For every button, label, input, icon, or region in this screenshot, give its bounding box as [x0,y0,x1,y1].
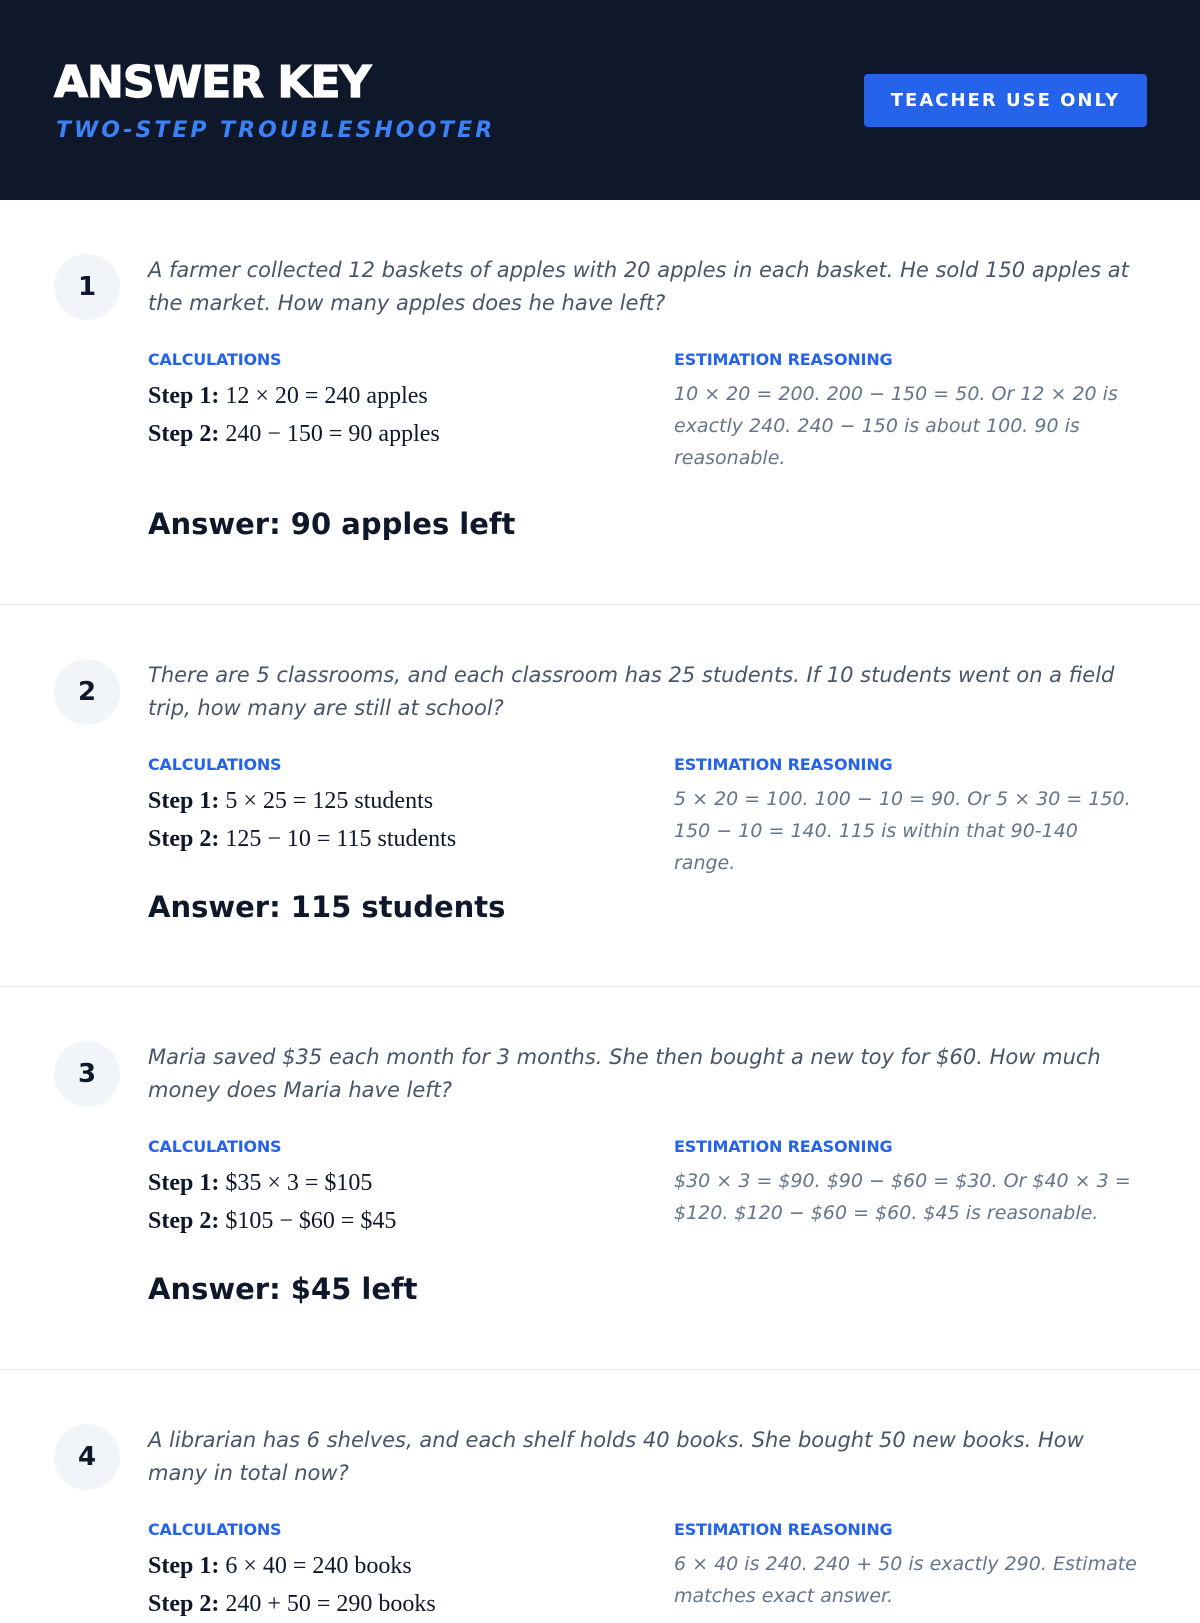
step-2 [148,415,628,453]
step-2-text: 125 − 10 = 115 students [225,826,457,852]
step-2-text: 240 + 50 = 290 books [225,1591,436,1617]
problem-number: 2 [54,659,120,725]
step-2 [148,1202,628,1240]
estimation-reasoning: 10 × 20 = 200. 200 − 150 = 50. Or 12 × 20 is exactly 240. 240 − 150 is about 100. 90 is reasonable. [674,383,1118,469]
calculations-label: CALCULATIONS [148,1520,282,1539]
step-1-label: Step 1: [148,1170,220,1196]
answer: Answer: 90 apples left [148,507,516,541]
step-2-label: Step 2: [148,421,220,447]
step-1-label: Step 1: [148,1553,220,1579]
estimation-reasoning: 6 × 40 is 240. 240 + 50 is exactly 290. Estimate matches exact answer. [674,1553,1137,1607]
step-2 [148,820,628,858]
estimation-label: ESTIMATION REASONING [674,1137,893,1156]
step-1-text: $35 × 3 = $105 [225,1170,373,1196]
answer: Answer: 115 students [148,890,506,924]
calculation-steps [148,377,628,453]
calculation-steps [148,1164,628,1240]
answer: Answer: $45 left [148,1272,418,1306]
step-1 [148,1547,628,1585]
page-subtitle: TWO-STEP TROUBLESHOOTER [56,118,496,143]
step-1 [148,377,628,415]
step-1-text: 5 × 25 = 125 students [225,788,434,814]
problem-card [0,200,1200,605]
step-1 [148,782,628,820]
problem-question: Maria saved $35 each month for 3 months. She then bought a new toy for $60. How much money does Maria have left? [148,1045,1101,1102]
step-1-label: Step 1: [148,788,220,814]
step-1-label: Step 1: [148,383,220,409]
estimation-reasoning: $30 × 3 = $90. $90 − $60 = $30. Or $40 × 3 = $120. $120 − $60 = $60. $45 is reasonable. [674,1170,1131,1224]
step-1 [148,1164,628,1202]
estimation-reasoning: 5 × 20 = 100. 100 − 10 = 90. Or 5 × 30 = 150. 150 − 10 = 140. 115 is within that 90-140 range. [674,788,1131,874]
problem-number: 3 [54,1041,120,1107]
calculations-label: CALCULATIONS [148,350,282,369]
problem-card [0,605,1200,987]
problem-card [0,1370,1200,1617]
step-2-text: 240 − 150 = 90 apples [225,421,440,447]
estimation-label: ESTIMATION REASONING [674,350,893,369]
problem-card [0,987,1200,1370]
step-2 [148,1585,628,1623]
page-title: ANSWER KEY [54,57,371,108]
step-2-text: $105 − $60 = $45 [225,1208,397,1234]
calculation-steps [148,782,628,858]
problem-number: 4 [54,1424,120,1490]
problem-question: There are 5 classrooms, and each classroom has 25 students. If 10 students went on a field trip, how many are still at school? [148,663,1115,720]
problem-number: 1 [54,254,120,320]
problem-question: A farmer collected 12 baskets of apples with 20 apples in each basket. He sold 150 apples at the market. How many apples does he have left? [148,258,1129,315]
calculation-steps [148,1547,628,1623]
calculations-label: CALCULATIONS [148,1137,282,1156]
step-1-text: 12 × 20 = 240 apples [225,383,428,409]
step-1-text: 6 × 40 = 240 books [225,1553,412,1579]
problem-question: A librarian has 6 shelves, and each shelf holds 40 books. She bought 50 new books. How many in total now? [148,1428,1084,1485]
step-2-label: Step 2: [148,1591,220,1617]
header [0,0,1200,200]
calculations-label: CALCULATIONS [148,755,282,774]
step-2-label: Step 2: [148,1208,220,1234]
step-2-label: Step 2: [148,826,220,852]
estimation-label: ESTIMATION REASONING [674,1520,893,1539]
estimation-label: ESTIMATION REASONING [674,755,893,774]
teacher-use-badge: TEACHER USE ONLY [864,74,1147,127]
